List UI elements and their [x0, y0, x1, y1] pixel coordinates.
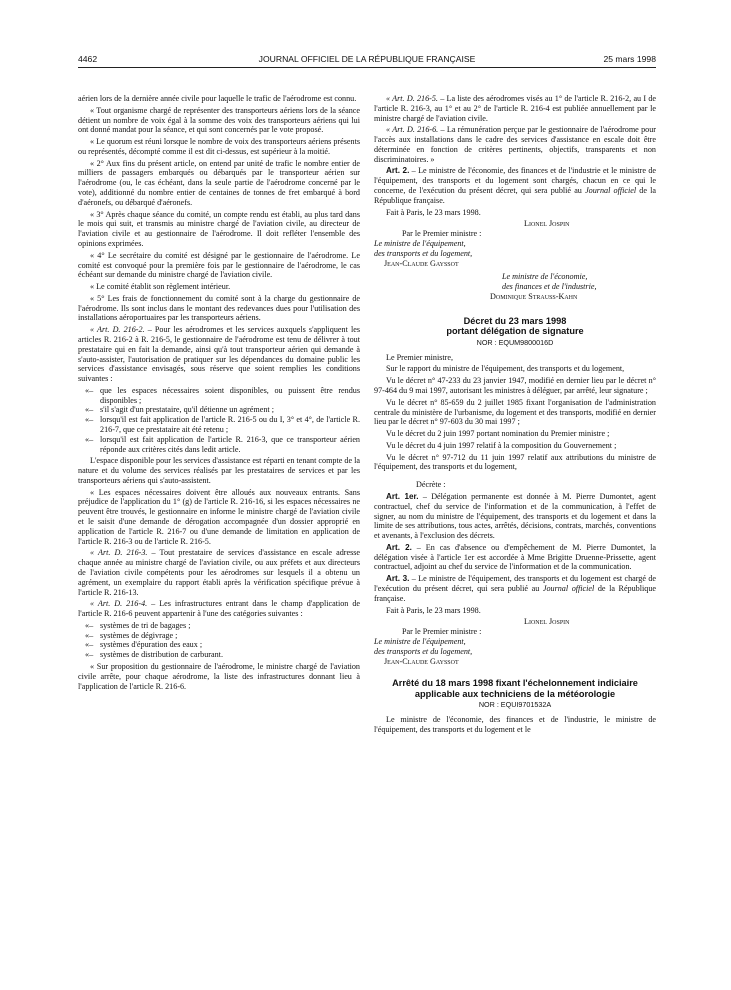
nor-reference: NOR : EQUM9800016D — [476, 337, 554, 347]
paragraph: « Le comité établit son règlement intérieur. — [90, 282, 231, 292]
list-item: «– systèmes de distribution de carburant. — [100, 650, 360, 660]
article-paragraph — [374, 125, 656, 164]
article-text: de la République française. — [374, 186, 656, 205]
paragraph: « 4° Le secrétaire du comité est désigné par le gestionnaire de l'aérodrome. Le comité est convoqué pour la première fois par le gestionnaire de l'aérodrome, le cas échéant sur demande du ministre chargé de l'aviation civile. — [78, 250, 360, 280]
paragraph: Le Premier ministre, — [386, 352, 454, 362]
paragraph: « 5° Les frais de fonctionnement du comité sont à la charge du gestionnaire de l'aérodrome. Ils sont inclus dans le montant des redevances dues pour l'utilisation des installations aéroportuaires par les transporteurs aériens. — [78, 293, 360, 323]
minister-title: des finances et de l'industrie, — [502, 282, 597, 292]
article-text: – La liste des aérodromes visés au 1° de l'article R. 216-2, au I de l'article R. 216-3, au 1° et au 2° de l'article R. 216-4 est publiée annuellement par le ministre chargé de l'aviation civile. — [374, 94, 656, 123]
paragraph: « Sur proposition du gestionnaire de l'aérodrome, le ministre chargé de l'aviation civile arrête, pour chaque aérodrome, la liste des infrastructures donnant lieu à l'application de l'article R. 216-6. — [78, 661, 360, 691]
article-label: Art. 2. — [386, 166, 410, 176]
right-column — [374, 94, 656, 737]
paragraph: « Les espaces nécessaires doivent être alloués aux nouveaux entrants. Sans préjudice de l'application du 1° (g) de l'article R. 216-16, si les espaces nécessaires ne peuvent être trouvés, le gestionnaire en informe le ministre chargé de l'aviation civile et le saisit d'une demande de dérogation accompagnée d'un dossier approprié en application de l'article R. 216-7 ou d'une demande de limitation en application de l'article R. 216-3 ou de l'article R. 216-5. — [78, 487, 360, 546]
paragraph: Vu le décret n° 97-712 du 11 juin 1997 relatif aux attributions du ministre de l'équipement, des transports et du logement, — [374, 452, 656, 472]
signatory-name: Jean-Claude Gayssot — [384, 258, 459, 268]
paragraph: Le ministre de l'économie, des finances et de l'industrie, le ministre de l'équipement, des transports et du logement et le — [374, 715, 656, 735]
list-item: «– systèmes de dégivrage ; — [100, 631, 360, 641]
signatory-text: Lionel Jospin — [524, 617, 570, 627]
article-text: – Les infrastructures entrant dans le champ d'application de l'article R. 216-6 peuvent appartenir à l'une des catégories suivantes : — [78, 599, 360, 619]
page-header — [78, 54, 656, 68]
article-paragraph — [78, 548, 360, 597]
signatory-name: Dominique Strauss-Kahn — [490, 291, 578, 301]
list-item: «– s'il s'agit d'un prestataire, qu'il détienne un agrément ; — [100, 405, 360, 415]
signatory-name: Jean-Claude Gayssot — [384, 656, 459, 666]
list-item: «– que les espaces nécessaires soient disponibles, ou puissent être rendus disponibles ; — [100, 386, 360, 406]
article-paragraph — [374, 94, 656, 123]
journal-name: Journal officiel — [542, 584, 595, 594]
paragraph: Vu le décret du 2 juin 1997 portant nomination du Premier ministre ; — [386, 429, 610, 439]
article-label: Art. 3. — [386, 574, 410, 584]
article-paragraph — [374, 543, 656, 572]
conditions-list — [78, 386, 360, 454]
article-label: « Art. D. 216-6. — [386, 125, 439, 135]
article-paragraph — [374, 492, 656, 541]
article-text: de la République française. — [374, 584, 656, 603]
article-paragraph — [78, 599, 360, 619]
article-label: Art. 2. — [386, 542, 412, 552]
nor-reference: NOR : EQUI9701532A — [478, 700, 552, 710]
article-text: – Délégation permanente est donnée à M. Pierre Dumontet, agent contractuel, chef du service de l'information et de la communication, à l'effet de signer, au nom du ministre de l'équipement, des transports et du logement et dans la limite de ses attributions, tous actes, arrêtés, décisions, contrats, marchés, conventions et avenants, à l'exclusion des décrets. — [374, 492, 656, 541]
paragraph: « 3° Après chaque séance du comité, un compte rendu est établi, au plus tard dans le mois qui suit, et transmis au ministre chargé de l'aviation civile, au directeur de l'aviation civile et au gestionnaire de l'aérodrome. Il doit refléter l'ensemble des opinions exprimées. — [78, 209, 360, 248]
minister-title: Le ministre de l'équipement, — [374, 238, 466, 248]
list-item: «– systèmes de tri de bagages ; — [100, 621, 360, 631]
arrete-title-line: Arrêté du 18 mars 1998 fixant l'échelonnement indiciaire — [392, 678, 638, 689]
article-paragraph — [374, 166, 656, 205]
minister-title: des transports et du logement, — [374, 248, 473, 258]
article-text: – En cas d'absence ou d'empêchement de M. Pierre Dumontet, la délégation visée à l'article 1er est accordée à Mme Brigitte Druenne-Prissette, agent contractuel, adjoint au chef du service de l'information et de la communication. — [374, 542, 657, 572]
decree-title — [374, 316, 656, 337]
paragraph: « Le quorum est réuni lorsque le nombre de voix des transporteurs aériens présents ou représentés, décompté comme il est dit ci-dessus, est supérieur à la moitié. — [78, 137, 360, 156]
list-item: «– lorsqu'il est fait application de l'article R. 216-5 ou du I, 3° et 4°, de l'article R. 216-7, que ce prestataire ait été retenu ; — [100, 415, 360, 435]
paragraph: « Tout organisme chargé de représenter des transporteurs aériens lors de la séance détient un nombre de voix égal à la somme des voix des transporteurs aériens qui lui ont donné mandat pour la séance, et qui sont concernés par le vote proposé. — [78, 105, 360, 135]
article-text: – Le ministre de l'économie, des finances et de l'industrie et le ministre de l'équipement, des transports et du logement sont chargés, chacun en ce qui le concerne, de l'exécution du présent décret, qui sera publié au — [374, 166, 656, 196]
infrastructure-list — [78, 621, 360, 660]
article-label: « Art. D. 216-4. — [90, 599, 148, 609]
signatory-text: Lionel Jospin — [524, 219, 570, 229]
article-paragraph — [374, 574, 656, 603]
decrete-heading: Décrète : — [416, 480, 446, 490]
paragraph: Sur le rapport du ministre de l'équipement, des transports et du logement, — [386, 364, 625, 374]
page-number: 4462 — [78, 54, 98, 64]
decree-title-line: portant délégation de signature — [446, 326, 584, 337]
paragraph: Vu le décret n° 47-233 du 23 janvier 1947, modifié en dernier lieu par le décret n° 97-464 du 9 mai 1997, autorisant les ministres à déléguer, par arrêté, leur signature ; — [374, 376, 656, 395]
paragraph: L'espace disponible pour les services d'assistance est réparti en tenant compte de la nature et du volume des services réalisés par les prestataires de services et par les transporteurs aériens qui s'auto-assistent. — [78, 456, 360, 485]
arrete-title — [374, 678, 656, 699]
arrete-title-line: applicable aux techniciens de la météorologie — [414, 688, 616, 699]
article-text: – Tout prestataire de services d'assistance en escale adresse chaque année au ministre chargé de l'aviation civile, ou aux préfets et aux directeurs de l'aviation civile compétents pour les aérodromes sur lesquels il a obtenu un agrément, un exemplaire du rapport établi après la vérification spécifique prévue à l'article R. 216-13. — [78, 548, 360, 597]
left-column — [78, 94, 360, 693]
paragraph: « 2° Aux fins du présent article, on entend par unité de trafic le nombre entier de milliers de passagers embarqués ou débarqués par le transporteur aérien sur l'aérodrome (ou, le cas échéant, dans la seule partie de l'aérodrome concerné par le vote), additionné du nombre entier de centaines de tonnes de fret embarqué à bord d'aéronefs, ou débarqué d'aéronefs. — [78, 158, 360, 207]
article-label: « Art. D. 216-3. — [90, 548, 148, 558]
minister-title: Le ministre de l'équipement, — [374, 636, 466, 646]
article-label: « Art. D. 216-5. — [386, 94, 438, 103]
countersign-intro: Par le Premier ministre : — [402, 627, 482, 637]
signature-date: Fait à Paris, le 23 mars 1998. — [386, 207, 481, 217]
countersign-intro: Par le Premier ministre : — [402, 229, 482, 239]
list-item: «– systèmes d'épuration des eaux ; — [100, 640, 360, 650]
journal-title: JOURNAL OFFICIEL DE LA RÉPUBLIQUE FRANÇAISE — [258, 54, 476, 64]
article-text: – La rémunération perçue par le gestionnaire de l'aérodrome pour l'accès aux installations dans le cadre des services d'assistance en escale doit être déterminée en fonction de critères pertinents, objectifs, transparents et non discriminatoires. » — [374, 125, 656, 164]
minister-title: Le ministre de l'économie, — [502, 272, 588, 282]
header-rule — [78, 67, 656, 68]
article-paragraph — [78, 325, 360, 384]
issue-date: 25 mars 1998 — [603, 54, 656, 64]
signatory-name — [374, 617, 656, 627]
paragraph: aérien lors de la dernière année civile pour laquelle le trafic de l'aérodrome est connu. — [78, 94, 357, 103]
signatory-name — [374, 219, 656, 229]
signature-date: Fait à Paris, le 23 mars 1998. — [386, 605, 481, 615]
article-text: – Pour les aérodromes et les services auxquels s'appliquent les articles R. 216-2 à R. 216-5, le gestionnaire de l'aérodrome est tenu de délivrer à tout prestataire qui en fait la demande, ainsi qu'à tout transporteur aérien qui demande à s'auto-assister, l'autorisation de pratiquer sur les dépendances du domaine public les services d'assistance envisagés, sous réserve que soient remplies les conditions suivantes : — [78, 325, 360, 384]
minister-title: des transports et du logement, — [374, 646, 473, 656]
article-text: – Le ministre de l'équipement, des transports et du logement est chargé de l'exécution du présent décret, qui sera publié au — [374, 574, 656, 594]
decree-title-line: Décret du 23 mars 1998 — [463, 315, 567, 326]
paragraph: Vu le décret du 4 juin 1997 relatif à la composition du Gouvernement ; — [386, 440, 617, 450]
journal-name: Journal officiel — [585, 186, 637, 196]
list-item: «– lorsqu'il est fait application de l'article R. 216-3, que ce transporteur aérien réponde aux critères cités dans ledit article. — [100, 435, 360, 455]
article-label: Art. 1er. — [386, 492, 419, 501]
paragraph: Vu le décret n° 85-659 du 2 juillet 1985 fixant l'organisation de l'administration centrale du ministère de l'urbanisme, du logement et des transports, modifié en dernier lieu par le décret n° 97-603 du 30 mai 1997 ; — [374, 397, 656, 427]
article-label: « Art. D. 216-2. — [90, 325, 145, 335]
